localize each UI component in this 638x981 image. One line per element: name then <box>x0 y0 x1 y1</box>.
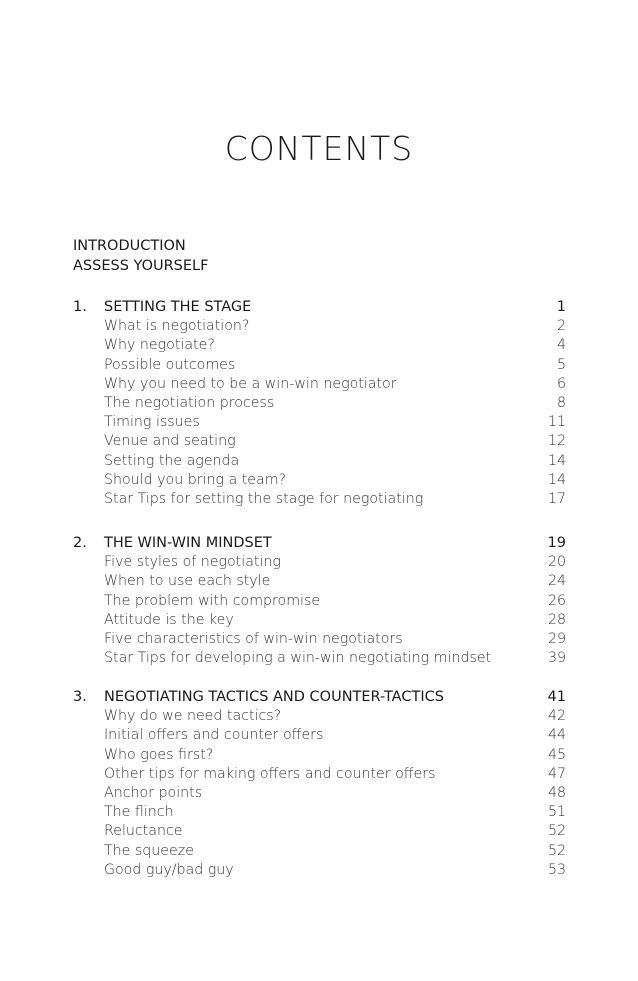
toc-entry-page-number: 53 <box>547 861 566 878</box>
toc-entry-page-number: 14 <box>547 452 566 469</box>
toc-entry-row <box>73 707 566 726</box>
toc-entry-label: Star Tips for setting the stage for negotiating <box>104 490 424 507</box>
toc-entry-row <box>73 432 566 451</box>
toc-entry-label: The squeeze <box>104 842 194 859</box>
toc-entry-page-number: 4 <box>556 337 566 354</box>
chapter-page-number: 19 <box>547 535 566 551</box>
toc-entry-label: Five styles of negotiating <box>104 554 281 571</box>
toc-entry-row <box>73 784 566 803</box>
toc-entry-label: The flinch <box>104 804 174 821</box>
toc-entry-row <box>73 490 566 509</box>
toc-entry-page-number: 48 <box>547 784 566 801</box>
toc-entry-row <box>73 746 566 765</box>
chapter-title: NEGOTIATING TACTICS AND COUNTER-TACTICS <box>104 689 444 705</box>
toc-entry-label: Other tips for making offers and counter offers <box>104 765 436 782</box>
toc-entry-page-number: 26 <box>547 592 566 609</box>
toc-entry-label: When to use each style <box>104 573 271 590</box>
toc-entry-page-number: 8 <box>556 394 566 411</box>
toc-entry-page-number: 17 <box>547 490 566 507</box>
toc-entry-label: Timing issues <box>104 414 200 431</box>
toc-entry-row <box>73 649 566 668</box>
toc-entry-label: Attitude is the key <box>104 611 234 628</box>
toc-entry-label: Why negotiate? <box>104 337 215 354</box>
toc-entry-page-number: 29 <box>547 630 566 647</box>
toc-entry-label: Why you need to be a win-win negotiator <box>104 375 397 392</box>
toc-entry-row <box>73 394 566 413</box>
toc-entry-row <box>73 413 566 432</box>
toc-entry-page-number: 42 <box>547 708 566 725</box>
chapter-heading-row <box>73 534 566 553</box>
toc-entry-label: Star Tips for developing a win-win negotiating mindset <box>104 650 492 667</box>
chapter-page-number: 1 <box>556 299 566 315</box>
toc-entry-row <box>73 726 566 745</box>
toc-entry-page-number: 39 <box>547 650 566 667</box>
toc-entry-page-number: 45 <box>547 746 566 763</box>
toc-entry-label: Initial offers and counter offers <box>104 727 324 744</box>
toc-entry-row <box>73 861 566 880</box>
toc-entry-label: Possible outcomes <box>104 356 236 373</box>
chapter-heading-row <box>73 298 566 317</box>
toc-entry-row <box>73 611 566 630</box>
toc-entry-page-number: 11 <box>547 414 566 431</box>
chapter-page-number: 41 <box>547 689 566 705</box>
toc-entry-page-number: 5 <box>556 356 566 373</box>
toc-entry-page-number: 47 <box>547 765 566 782</box>
toc-entry-label: Five characteristics of win-win negotiators <box>104 630 403 647</box>
toc-entry-row <box>73 375 566 394</box>
toc-entry-label: The problem with compromise <box>104 592 321 609</box>
toc-entry-page-number: 6 <box>556 375 566 392</box>
toc-entry-row <box>73 630 566 649</box>
toc-entry-page-number: 24 <box>547 573 566 590</box>
toc-entry-label: Anchor points <box>104 784 203 801</box>
toc-entry-label: Why do we need tactics? <box>104 708 282 725</box>
chapter-number: 3. <box>73 689 87 705</box>
toc-entry-row <box>73 356 566 375</box>
toc-entry-label: Setting the agenda <box>104 452 240 469</box>
toc-entry-row <box>73 317 566 336</box>
toc-entry-row <box>73 471 566 490</box>
toc-entry-row <box>73 842 566 861</box>
front-matter-assess-yourself: ASSESS YOURSELF <box>73 258 209 274</box>
toc-entry-row <box>73 336 566 355</box>
chapter-title: SETTING THE STAGE <box>104 299 252 315</box>
toc-entry-label: Venue and seating <box>104 433 236 450</box>
toc-entry-page-number: 52 <box>547 842 566 859</box>
toc-entry-row <box>73 592 566 611</box>
toc-entry-label: The negotiation process <box>104 394 275 411</box>
toc-entry-page-number: 20 <box>547 554 566 571</box>
chapter-2 <box>73 534 566 668</box>
page-title: CONTENTS <box>224 129 414 168</box>
toc-entry-label: Should you bring a team? <box>104 471 287 488</box>
chapter-3 <box>73 688 566 880</box>
toc-entry-page-number: 44 <box>547 727 566 744</box>
toc-entry-row <box>73 452 566 471</box>
toc-entry-page-number: 14 <box>547 471 566 488</box>
chapter-1 <box>73 298 566 509</box>
toc-entry-label: Reluctance <box>104 823 183 840</box>
toc-entry-page-number: 2 <box>556 318 566 335</box>
toc-entry-row <box>73 572 566 591</box>
toc-entry-page-number: 52 <box>547 823 566 840</box>
toc-entry-row <box>73 765 566 784</box>
toc-entry-page-number: 51 <box>547 804 566 821</box>
toc-entry-page-number: 12 <box>547 433 566 450</box>
chapter-title: THE WIN-WIN MINDSET <box>104 535 272 551</box>
toc-entry-row <box>73 822 566 841</box>
toc-entry-row <box>73 803 566 822</box>
toc-entry-page-number: 28 <box>547 611 566 628</box>
chapter-number: 1. <box>73 299 87 315</box>
chapter-number: 2. <box>73 535 87 551</box>
toc-entry-label: Who goes first? <box>104 746 214 763</box>
front-matter-introduction: INTRODUCTION <box>73 238 186 254</box>
toc-entry-row <box>73 553 566 572</box>
toc-entry-label: Good guy/bad guy <box>104 861 234 878</box>
chapter-heading-row <box>73 688 566 707</box>
toc-entry-label: What is negotiation? <box>104 318 250 335</box>
